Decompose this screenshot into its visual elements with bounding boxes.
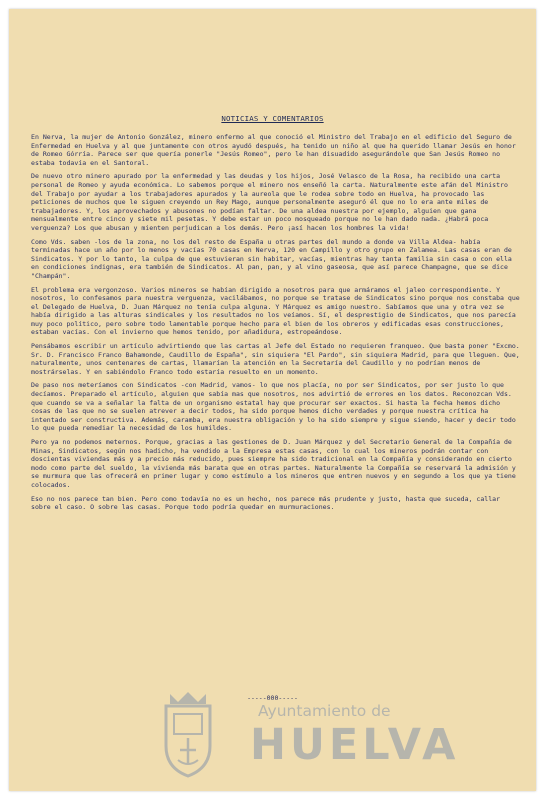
document-sheet [9,9,536,791]
end-mark: -----000----- [247,694,298,702]
coat-of-arms-icon [160,688,216,778]
paragraph: Pero ya no podemos meternos. Porque, gracias a las gestiones de D. Juan Márquez y del Secretario General de la Compañía de Minas, Sindicatos, según nos hadicho, ha vendido a la Empresa estas casas, con lo cual los mineros podrán contar con doscientas viviendas más y a precio más reducido, pues siempre ha sido tradicional en la Compañía y considerando en cierto modo como parte del sueldo, la vivienda más barata que en otras partes. Naturalmente la Compañía se reservará la admisión y se murmura que las ofrecerá en primer lugar y como estímulo a los mineros que entren nuevos y en segundo a los que ya tiene colocados. [31,438,516,489]
document-title: NOTICIAS Y COMENTARIOS [221,114,324,123]
paragraph: En Nerva, la mujer de Antonio González, minero enfermo al que conoció el Ministro del Trabajo en el edificio del Seguro de Enfermedad en Huelva y al que juntamente con otros ayudó después, ha tenido un niño al que ha querido llamar Jesús en honor de Romeo Górría. Parece ser que quería ponerle "Jesús Romeo", pero le han disuadido asegurándole que San Jesús Romeo no estaba todavía en el Santoral. [31,133,516,167]
paragraph: Eso no nos parece tan bien. Pero como todavía no es un hecho, nos parece más prudente y justo, hasta que suceda, callar sobre el caso. O sobre las casas. Porque todo podría quedar en murmuraciones. [31,494,501,512]
watermark-line1: Ayuntamiento de [258,702,391,720]
paragraph: El problema era vergonzoso. Varios mineros se habían dirigido a nosotros para que armáramos el jaleo correspondiente. Y nosotros, lo confesamos para nuestra verguenza, vacilábamos, no porque se tratase de Sindicatos sino porque nos constaba que el Delegado de Huelva, D. Juan Márquez no tenía culpa alguna. Y Márquez es amigo nuestro. Sabíamos que una y otra vez se había dirigido a las alturas sindicales y los resultados no los veíamos. Sí, el desprestigio de Sindicatos, que nos parecía muy poco político, pero sobre todo lamentable porque hecho para el bien de los obreros y edificadas esas construcciones, estaban vacías. Con el invierno que hemos tenido, por añadidura, estropeándose. [31,285,520,337]
paragraph: Como Vds. saben -los de la zona, no los del resto de España u otras partes del mundo a donde va Villa Aldea- había terminadas hace un año por lo menos y vacías 70 casas en Nerva, 120 en Campillo y otro grupo en Zalamea. Las casas eran de Sindicatos. Y por lo tanto, la culpa de que estuvieran sin habitar, vacías, mientras hay tanta familia sin casa o con ella en condiciones indignas, era también de Sindicatos. Al pan, pan, y al vino gaseosa, que así parece Champagne, que se dice "Champán". [31,237,512,280]
paragraph: De paso nos meteríamos con Sindicatos -con Madrid, vamos- lo que nos placía, no por ser Sindicatos, por ser justo lo que decíamos. Preparado el artículo, alguien que sabía mas que nosotros, nos advirtió de errores en los datos. Reconozcan Vds. que cuando se va a señalar la falta de un organismo estatal hay que procurar ser exactos. Si hasta la fecha hemos dicho cosas de las que no se suelen atrever a decir todos, ha sido porque hemos dicho verdades y porque nuestra crítica ha intentado ser constructiva. Además, caramba, era nuestra obligación y lo ha sido siempre y sigue siendo, hacer y decir todo lo que pueda remediar la necesidad de los humildes. [31,381,516,433]
watermark-line2: HUELVA [250,720,460,770]
archive-watermark [150,688,510,778]
document-body [31,133,521,517]
paragraph: De nuevo otro minero apurado por la enfermedad y las deudas y los hijos, José Velasco de la Rosa, ha recibido una carta personal de Romeo y ayuda económica. Lo sabemos porque el minero nos enseñó la carta. Naturalmente este afán del Ministro del Trabajo por ayudar a los trabajadores apurados y la aureola que le rodea sobre todo en Huelva, ha provocado las peticiones de muchos que le siguen creyendo un Rey Mago, aunque personalmente aseguró él que no lo era ante miles de trabajadores. Y, los aprovechados y abusones no podían faltar. De una aldea nuestra por ejemplo, alguien que gana mensualmente entre cinco y siete mil pesetas. Y debe estar un poco mosqueado porque no le han dado nada. ¿Habrá poca verguenza? Los que abusan y mienten perjudican a los demás. Pero ¡así hacen los hombres la vida! [31,172,508,232]
paragraph: Pensábamos escribir un artículo advirtiendo que las cartas al Jefe del Estado no requieren franqueo. Que basta poner "Excmo. Sr. D. Francisco Franco Bahamonde, Caudillo de España", sin siquiera "El Pardo", sin siquiera Madrid, para que lleguen. Que, naturalmente, unos centenares de cartas, llamarían la atención en la Secretaría del Caudillo y no podrían menos de mostrárselas. Y en sabiéndolo Franco todo estaría resuelto en un momento. [31,342,520,376]
